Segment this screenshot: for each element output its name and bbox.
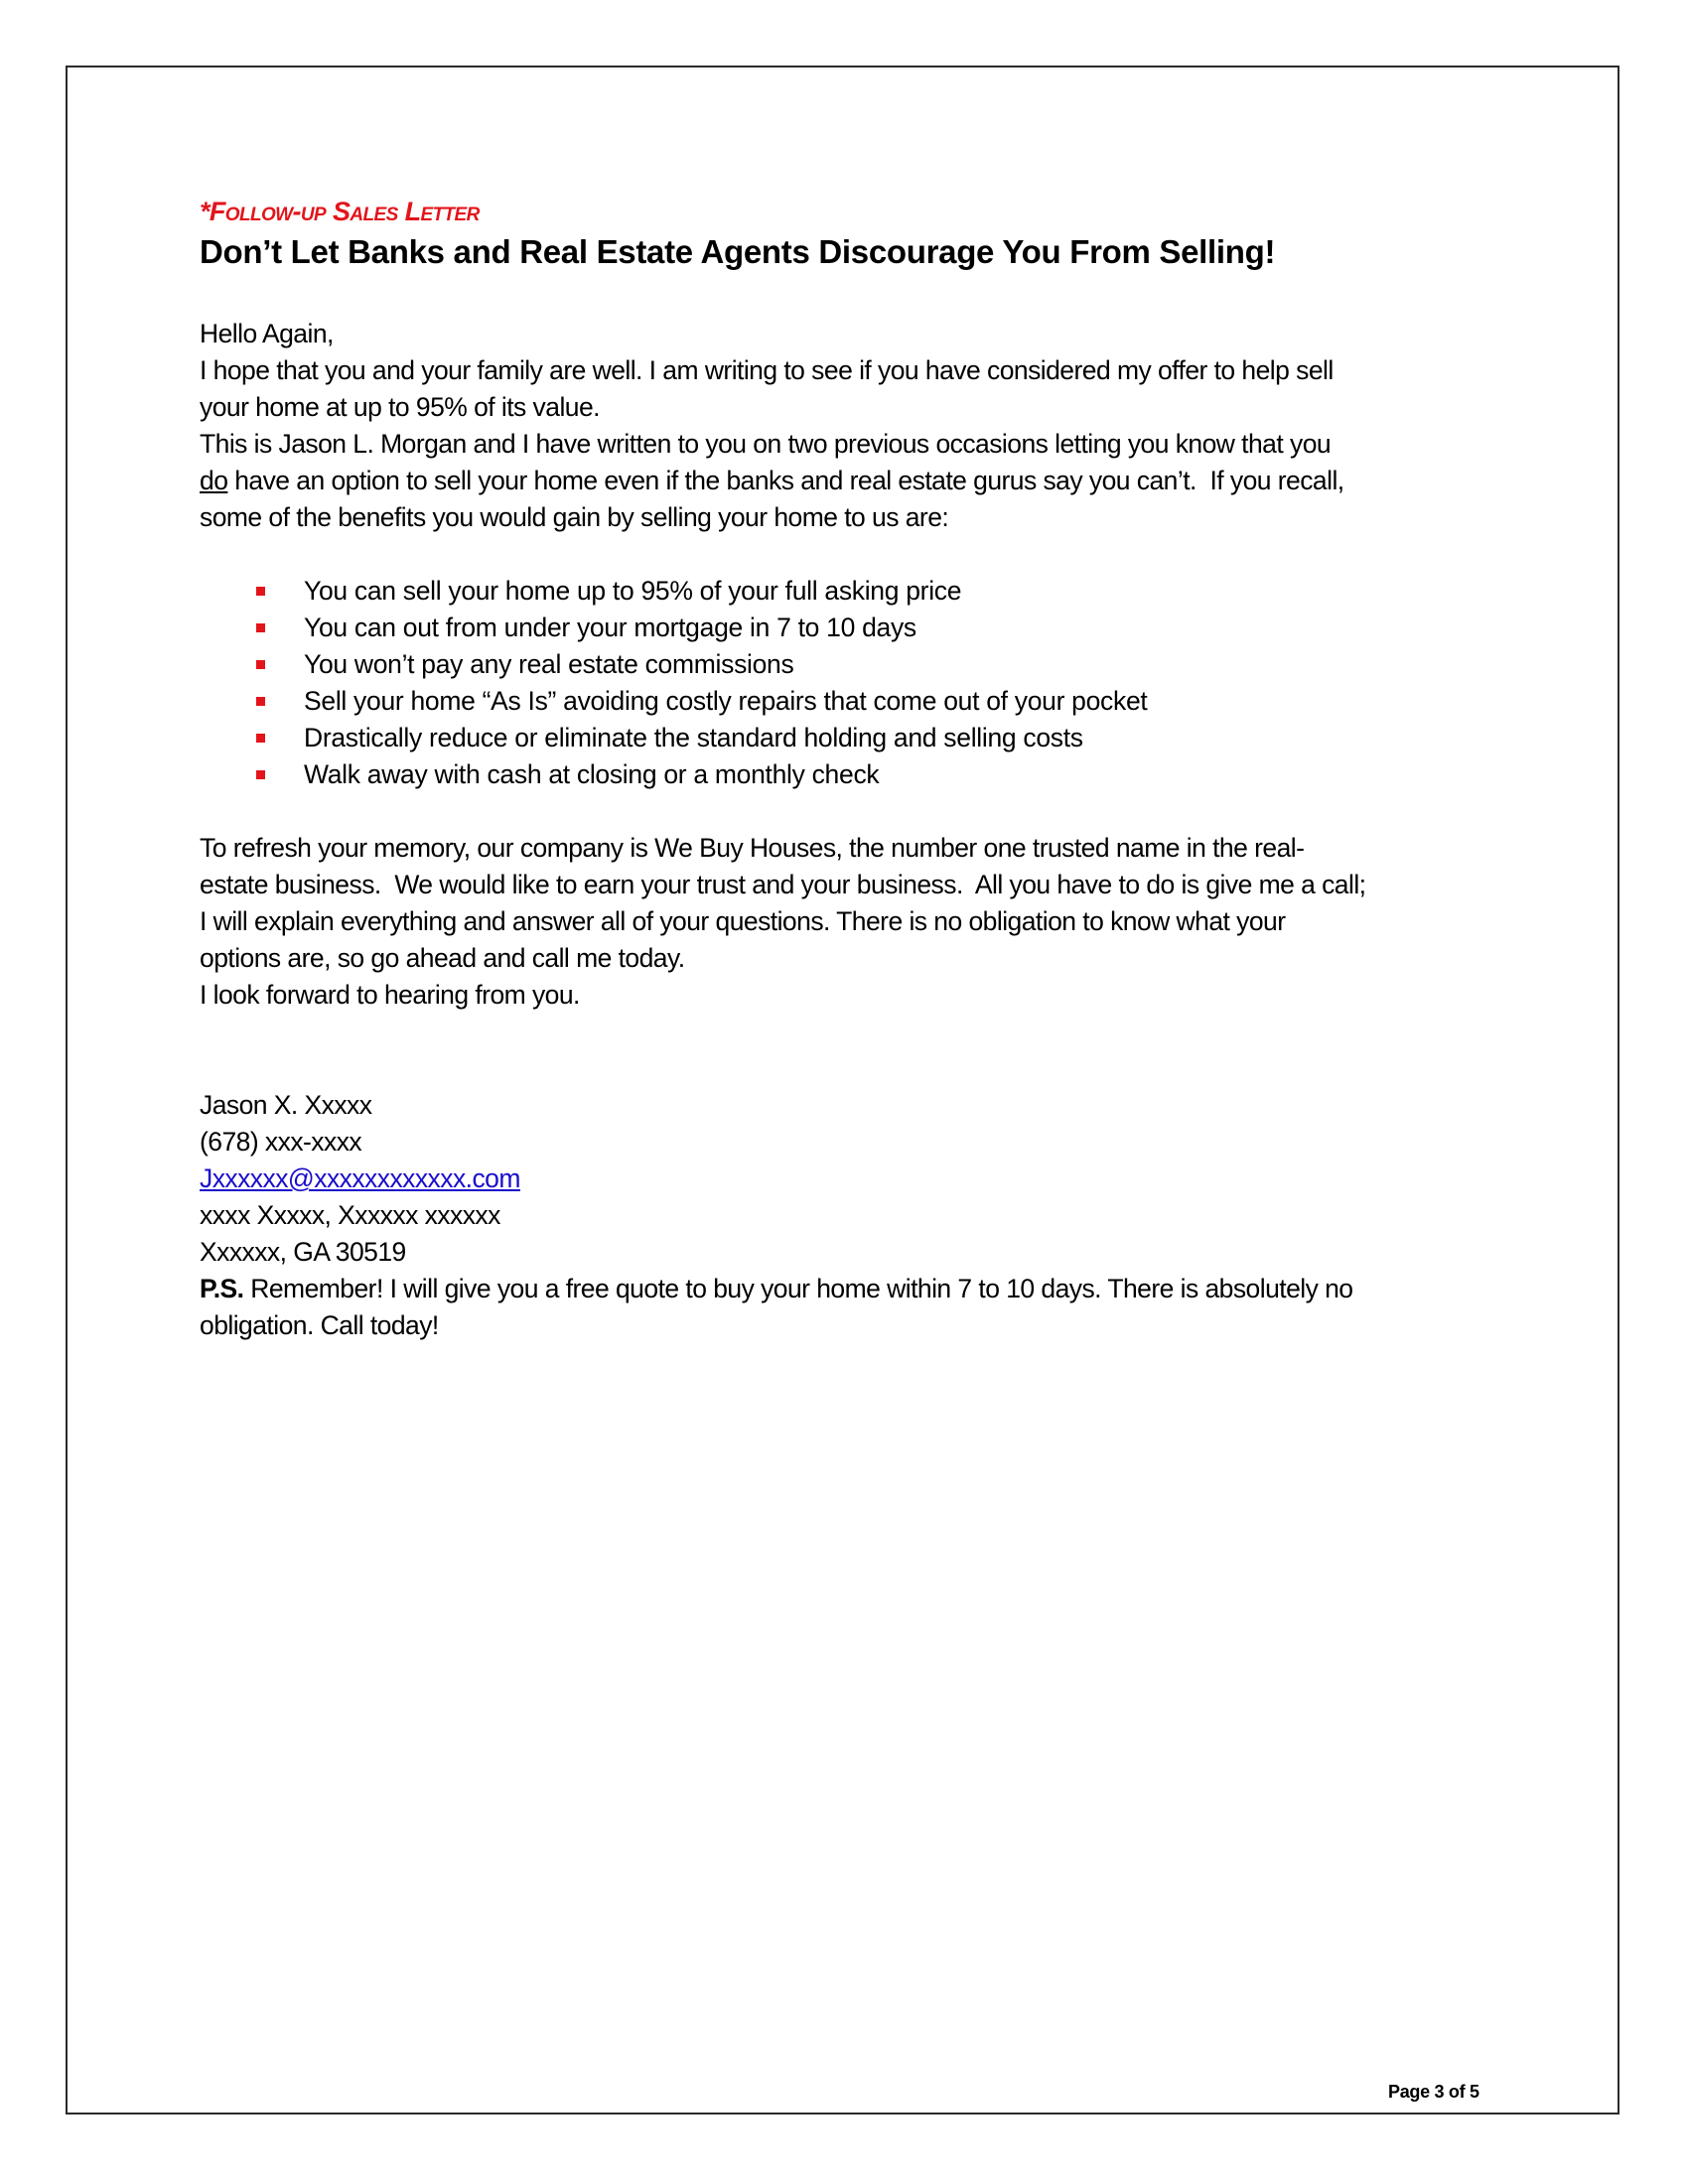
list-item-text: Sell your home “As Is” avoiding costly repairs that come out of your pocket: [304, 686, 1148, 716]
red-square-bullet-icon: [256, 587, 265, 596]
red-square-bullet-icon: [256, 660, 265, 669]
intro-line: your home at up to 95% of its value.: [200, 392, 600, 422]
letter-heading: Don’t Let Banks and Real Estate Agents Discourage You From Selling!: [200, 233, 1276, 270]
list-item: [200, 720, 1490, 756]
document-label: *Follow-up Sales Letter: [200, 197, 480, 226]
signature-address-line1: xxxx Xxxxx, Xxxxxx xxxxxx: [200, 1200, 500, 1230]
email-link[interactable]: Jxxxxxx@xxxxxxxxxxxx.com: [200, 1163, 520, 1193]
red-square-bullet-icon: [256, 770, 265, 779]
signature-name: Jason X. Xxxxx: [200, 1090, 372, 1120]
closing-line: I look forward to hearing from you.: [200, 980, 580, 1010]
intro-line: I hope that you and your family are well. I am writing to see if you have considered my offer to help sell: [200, 355, 1334, 385]
list-item-text: You won’t pay any real estate commissions: [304, 649, 794, 679]
signature-phone: (678) xxx-xxxx: [200, 1127, 362, 1157]
page-number: Page 3 of 5: [1388, 2082, 1479, 2102]
signature-block: [200, 1087, 1490, 1344]
paragraph-text: have an option to sell your home even if the banks and real estate gurus say you can’t. If you recall,: [227, 466, 1344, 495]
paragraph-line: [200, 463, 1490, 499]
paragraph-line: some of the benefits you would gain by selling your home to us are:: [200, 502, 949, 532]
list-item: [200, 756, 1490, 793]
list-item-text: Drastically reduce or eliminate the standard holding and selling costs: [304, 723, 1083, 752]
paragraph-line: This is Jason L. Morgan and I have written to you on two previous occasions letting you know that you: [200, 429, 1332, 459]
letter-body: [200, 197, 1490, 1344]
list-item: [200, 610, 1490, 646]
paragraph-line: I will explain everything and answer all of your questions. There is no obligation to know what your: [200, 906, 1286, 936]
list-item: [200, 646, 1490, 683]
benefits-list: [200, 573, 1490, 793]
list-item: [200, 683, 1490, 720]
red-square-bullet-icon: [256, 697, 265, 706]
ps-label: P.S.: [200, 1274, 244, 1303]
red-square-bullet-icon: [256, 734, 265, 743]
paragraph-line: options are, so go ahead and call me today.: [200, 943, 685, 973]
company-section: [200, 830, 1490, 1014]
underlined-word: do: [200, 466, 228, 495]
paragraph-line: To refresh your memory, our company is We Buy Houses, the number one trusted name in the real-: [200, 833, 1305, 863]
list-item-text: Walk away with cash at closing or a monthly check: [304, 759, 880, 789]
paragraph-line: estate business. We would like to earn your trust and your business. All you have to do is give me a call;: [200, 870, 1366, 899]
postscript: [200, 1271, 1490, 1307]
greeting: Hello Again,: [200, 319, 334, 348]
red-square-bullet-icon: [256, 623, 265, 632]
ps-text: Remember! I will give you a free quote to buy your home within 7 to 10 days. There is absolutely no: [243, 1274, 1353, 1303]
list-item-text: You can out from under your mortgage in 7 to 10 days: [304, 613, 916, 642]
postscript-line2: obligation. Call today!: [200, 1310, 439, 1340]
list-item: [200, 573, 1490, 610]
list-item-text: You can sell your home up to 95% of your full asking price: [304, 576, 962, 606]
signature-address-line2: Xxxxxx, GA 30519: [200, 1237, 406, 1267]
intro-section: [200, 316, 1490, 536]
